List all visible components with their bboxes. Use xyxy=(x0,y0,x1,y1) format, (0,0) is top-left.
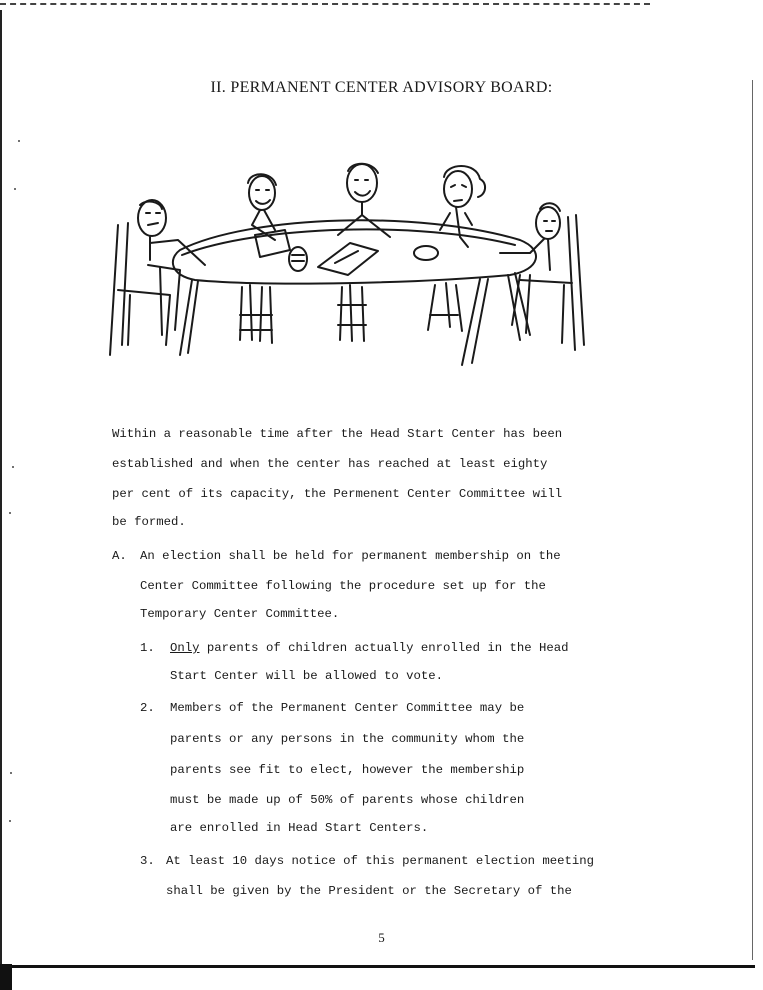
item-2-line: Members of the Permanent Center Committee may be xyxy=(170,701,525,715)
page-edge-left xyxy=(0,10,2,970)
page-corner-mark xyxy=(0,964,12,990)
item-a-line: Temporary Center Committee. xyxy=(140,607,340,621)
page-number: 5 xyxy=(378,930,385,945)
item-2-line: parents see fit to elect, however the membership xyxy=(170,763,525,777)
intro-line: be formed. xyxy=(112,515,186,529)
item-1-line: Start Center will be allowed to vote. xyxy=(170,669,444,683)
meeting-table-drawing xyxy=(100,155,590,375)
item-3-line: At least 10 days notice of this permanent election meeting xyxy=(166,854,595,868)
page-edge-top xyxy=(0,3,650,5)
table-items-icon xyxy=(255,230,438,275)
person-3-icon xyxy=(338,164,390,341)
item-1-marker: 1. xyxy=(140,641,155,655)
person-2-icon xyxy=(240,174,276,343)
page-edge-bottom xyxy=(0,965,755,968)
item-a-line: An election shall be held for permanent membership on the xyxy=(140,549,561,563)
item-2-line: parents or any persons in the community whom the xyxy=(170,732,525,746)
scan-speck xyxy=(14,188,16,190)
item-1-line-rest: parents of children actually enrolled in the Head xyxy=(199,641,569,655)
item-3-marker: 3. xyxy=(140,854,155,868)
page-edge-right xyxy=(752,80,753,960)
item-2-line: must be made up of 50% of parents whose children xyxy=(170,793,525,807)
intro-line: established and when the center has reached at least eighty xyxy=(112,457,548,471)
intro-line: Within a reasonable time after the Head Start Center has been xyxy=(112,427,563,441)
person-right-icon xyxy=(500,203,584,350)
scan-speck xyxy=(10,772,12,774)
scan-speck xyxy=(9,820,11,822)
item-3-line: shall be given by the President or the Secretary of the xyxy=(166,884,572,898)
table-icon xyxy=(173,220,536,365)
item-a-line: Center Committee following the procedure set up for the xyxy=(140,579,546,593)
item-2-line: are enrolled in Head Start Centers. xyxy=(170,821,429,835)
scan-speck xyxy=(9,512,11,514)
item-2-marker: 2. xyxy=(140,701,155,715)
item-a-marker: A. xyxy=(112,549,127,563)
item-1-emphasis: Only xyxy=(170,641,200,655)
intro-line: per cent of its capacity, the Permenent Center Committee will xyxy=(112,487,563,501)
section-title: II. PERMANENT CENTER ADVISORY BOARD: xyxy=(210,79,553,96)
scan-speck xyxy=(12,466,14,468)
item-1-line xyxy=(170,641,569,655)
scan-speck xyxy=(18,140,20,142)
